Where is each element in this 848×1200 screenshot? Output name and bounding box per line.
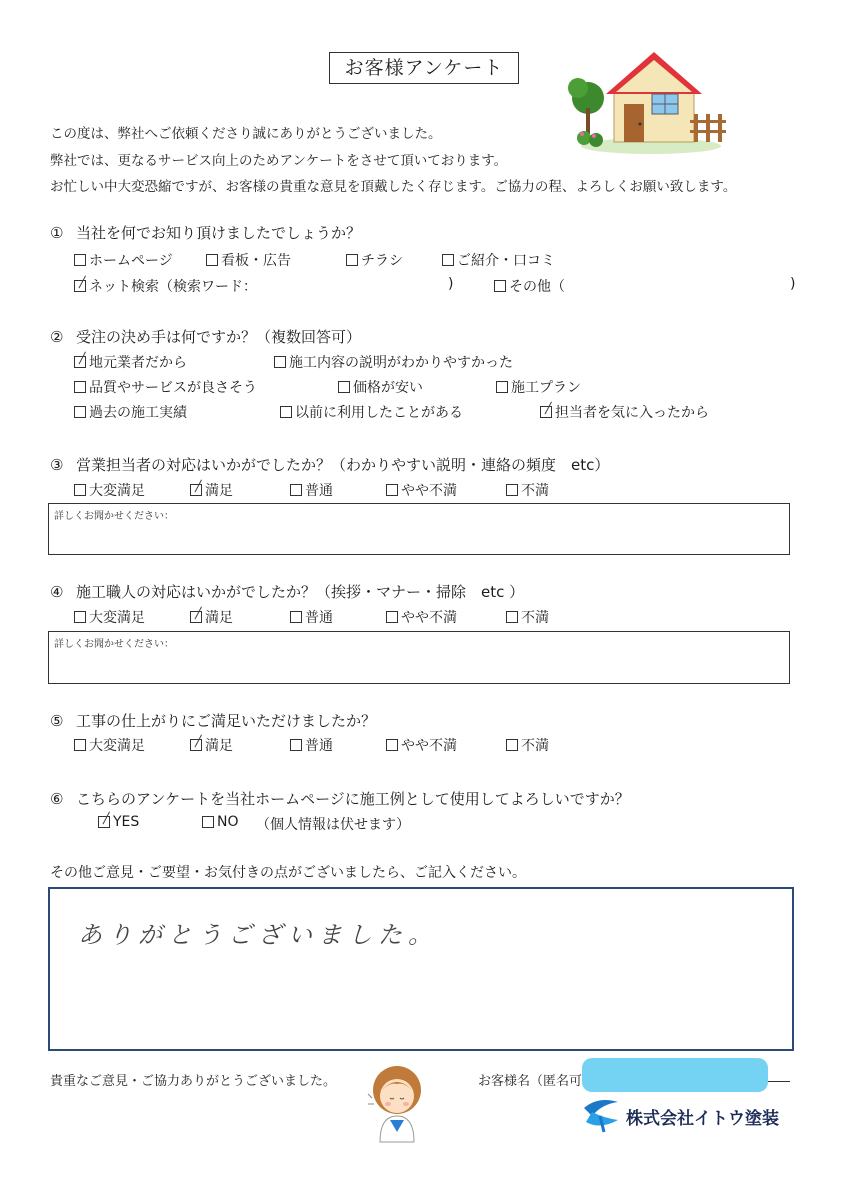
q3-option-dissatisfied[interactable] bbox=[506, 480, 549, 500]
question-5 bbox=[50, 710, 376, 731]
option-label: 大変満足 bbox=[89, 610, 145, 626]
option-label: 満足 bbox=[205, 483, 233, 499]
comments-label: その他ご意見・ご要望・お気付きの点がございましたら、ご記入ください。 bbox=[50, 865, 526, 881]
q1-option-other[interactable] bbox=[494, 276, 565, 296]
checkbox[interactable] bbox=[74, 739, 86, 751]
q4-option-neutral[interactable] bbox=[290, 607, 333, 627]
checkbox[interactable] bbox=[206, 254, 218, 266]
question-number: ① bbox=[50, 224, 64, 242]
checkbox[interactable] bbox=[386, 611, 398, 623]
q5-option-dissatisfied[interactable] bbox=[506, 735, 549, 755]
q3-option-satisfied[interactable] bbox=[190, 480, 233, 500]
option-label: やや不満 bbox=[401, 483, 457, 499]
q2-option-quality[interactable] bbox=[74, 377, 257, 397]
option-label: YES bbox=[113, 814, 140, 830]
option-label: 不満 bbox=[521, 738, 549, 754]
question-6 bbox=[50, 788, 630, 809]
checkbox[interactable] bbox=[74, 381, 86, 393]
checkbox[interactable] bbox=[290, 484, 302, 496]
intro-line-3: お忙しい中大変恐縮ですが、お客様の貴重な意見を頂戴したく存じます。ご協力の程、よろしくお願い致します。 bbox=[50, 179, 737, 195]
checkbox[interactable] bbox=[386, 739, 398, 751]
option-label: ネット検索（検索ワード： bbox=[89, 279, 257, 295]
company-logo-icon bbox=[578, 1094, 624, 1134]
q2-option-staff[interactable] bbox=[540, 402, 709, 422]
checkbox[interactable] bbox=[274, 356, 286, 368]
checkbox[interactable] bbox=[74, 254, 86, 266]
q6-option-no[interactable] bbox=[202, 814, 239, 830]
option-label: 価格が安い bbox=[353, 380, 423, 396]
option-label: 過去の施工実績 bbox=[89, 405, 187, 421]
q4-option-somewhat-dissatisfied[interactable] bbox=[386, 607, 457, 627]
q1-option-homepage[interactable] bbox=[74, 250, 173, 270]
question-text: 工事の仕上がりにご満足いただけましたか？ bbox=[76, 712, 377, 730]
redaction-blotch bbox=[582, 1058, 768, 1092]
checkbox[interactable] bbox=[494, 280, 506, 292]
checkbox[interactable] bbox=[506, 739, 518, 751]
question-text: 営業担当者の対応はいかがでしたか？（わかりやすい説明・連絡の頻度 etc） bbox=[76, 456, 610, 474]
q5-option-satisfied[interactable] bbox=[190, 735, 233, 755]
checkbox[interactable] bbox=[290, 611, 302, 623]
q3-option-neutral[interactable] bbox=[290, 480, 333, 500]
option-label: やや不満 bbox=[401, 738, 457, 754]
q2-option-plan[interactable] bbox=[496, 377, 581, 397]
paren-close: ) bbox=[448, 276, 454, 292]
option-label: 施工内容の説明がわかりやすかった bbox=[289, 355, 513, 371]
comments-box[interactable] bbox=[48, 887, 794, 1051]
option-label: ご紹介・口コミ bbox=[457, 253, 555, 269]
option-label: 大変満足 bbox=[89, 738, 145, 754]
option-label: 不満 bbox=[521, 483, 549, 499]
checkbox[interactable] bbox=[74, 611, 86, 623]
signature-line bbox=[768, 1081, 790, 1082]
q3-option-somewhat-dissatisfied[interactable] bbox=[386, 480, 457, 500]
checkbox[interactable] bbox=[280, 406, 292, 418]
checkbox[interactable] bbox=[74, 484, 86, 496]
checkbox-checked[interactable] bbox=[540, 406, 552, 418]
survey-title: お客様アンケート bbox=[329, 52, 519, 84]
q4-detail-box[interactable] bbox=[48, 631, 790, 684]
question-number: ⑥ bbox=[50, 790, 64, 808]
question-number: ④ bbox=[50, 583, 64, 601]
checkbox[interactable] bbox=[346, 254, 358, 266]
q5-option-very-satisfied[interactable] bbox=[74, 735, 145, 755]
checkbox-checked[interactable] bbox=[98, 816, 110, 828]
question-4 bbox=[50, 581, 524, 602]
checkbox-checked[interactable] bbox=[190, 739, 202, 751]
q6-note: （個人情報は伏せます） bbox=[256, 817, 410, 833]
q1-option-flyer[interactable] bbox=[346, 250, 403, 270]
option-label: 大変満足 bbox=[89, 483, 145, 499]
detail-label: 詳しくお聞かせください： bbox=[54, 639, 174, 650]
option-label: 普通 bbox=[305, 738, 333, 754]
thanks-text: 貴重なご意見・ご協力ありがとうございました。 bbox=[50, 1074, 337, 1089]
handwritten-comment: ありがとうございました。 bbox=[78, 921, 438, 949]
q1-option-referral[interactable] bbox=[442, 250, 555, 270]
option-label: 満足 bbox=[205, 738, 233, 754]
option-label: 地元業者だから bbox=[89, 355, 187, 371]
intro-line-2: 弊社では、更なるサービス向上のためアンケートをさせて頂いております。 bbox=[50, 153, 508, 169]
option-label: やや不満 bbox=[401, 610, 457, 626]
question-text: 受注の決め手は何ですか？（複数回答可） bbox=[76, 328, 362, 346]
checkbox[interactable] bbox=[202, 816, 214, 828]
option-label: 施工プラン bbox=[511, 380, 581, 396]
option-label: 不満 bbox=[521, 610, 549, 626]
q2-option-used-before[interactable] bbox=[280, 402, 463, 422]
checkbox[interactable] bbox=[506, 484, 518, 496]
customer-name-label: お客様名（匿名可 bbox=[478, 1074, 583, 1089]
woman-bowing-illustration bbox=[362, 1060, 432, 1144]
checkbox[interactable] bbox=[338, 381, 350, 393]
paren-close: ) bbox=[790, 276, 796, 292]
q3-option-very-satisfied[interactable] bbox=[74, 480, 145, 500]
checkbox-checked[interactable] bbox=[74, 356, 86, 368]
checkbox-checked[interactable] bbox=[74, 280, 86, 292]
question-number: ③ bbox=[50, 456, 64, 474]
checkbox[interactable] bbox=[74, 406, 86, 418]
intro-line-1: この度は、弊社へご依頼くださり誠にありがとうございました。 bbox=[50, 126, 442, 142]
option-label: NO bbox=[217, 814, 239, 830]
detail-label: 詳しくお聞かせください： bbox=[54, 511, 174, 522]
q5-option-neutral[interactable] bbox=[290, 735, 333, 755]
house-illustration bbox=[566, 46, 736, 156]
company-name: 株式会社イトウ塗装 bbox=[626, 1109, 779, 1129]
q1-option-signboard[interactable] bbox=[206, 250, 291, 270]
option-label: ホームページ bbox=[89, 253, 173, 269]
q2-option-explanation[interactable] bbox=[274, 352, 513, 372]
option-label: 以前に利用したことがある bbox=[295, 405, 463, 421]
checkbox[interactable] bbox=[290, 739, 302, 751]
q2-option-track-record[interactable] bbox=[74, 402, 187, 422]
q1-option-web-search[interactable] bbox=[74, 276, 257, 296]
q5-option-somewhat-dissatisfied[interactable] bbox=[386, 735, 457, 755]
option-label: 看板・広告 bbox=[221, 253, 291, 269]
question-1 bbox=[50, 222, 361, 243]
question-3 bbox=[50, 454, 609, 475]
checkbox[interactable] bbox=[442, 254, 454, 266]
checkbox[interactable] bbox=[506, 611, 518, 623]
checkbox-checked[interactable] bbox=[190, 611, 202, 623]
q4-option-dissatisfied[interactable] bbox=[506, 607, 549, 627]
q3-detail-box[interactable] bbox=[48, 503, 790, 555]
option-label: 満足 bbox=[205, 610, 233, 626]
question-number: ② bbox=[50, 328, 64, 346]
q2-option-local[interactable] bbox=[74, 352, 187, 372]
question-number: ⑤ bbox=[50, 712, 64, 730]
question-text: 当社を何でお知り頂けましたでしょうか？ bbox=[76, 224, 362, 242]
q4-option-satisfied[interactable] bbox=[190, 607, 233, 627]
option-label: 普通 bbox=[305, 610, 333, 626]
option-label: その他（ bbox=[509, 279, 565, 295]
checkbox-checked[interactable] bbox=[190, 484, 202, 496]
question-text: こちらのアンケートを当社ホームページに施工例として使用してよろしいですか？ bbox=[76, 790, 630, 808]
q2-option-price[interactable] bbox=[338, 377, 423, 397]
checkbox[interactable] bbox=[496, 381, 508, 393]
checkbox[interactable] bbox=[386, 484, 398, 496]
option-label: 品質やサービスが良さそう bbox=[89, 380, 257, 396]
question-text: 施工職人の対応はいかがでしたか？（挨拶・マナー・掃除 etc ） bbox=[76, 583, 525, 601]
option-label: 普通 bbox=[305, 483, 333, 499]
option-label: 担当者を気に入ったから bbox=[555, 405, 709, 421]
q6-option-yes[interactable] bbox=[98, 814, 139, 830]
option-label: チラシ bbox=[361, 253, 403, 269]
q4-option-very-satisfied[interactable] bbox=[74, 607, 145, 627]
question-2 bbox=[50, 326, 361, 347]
